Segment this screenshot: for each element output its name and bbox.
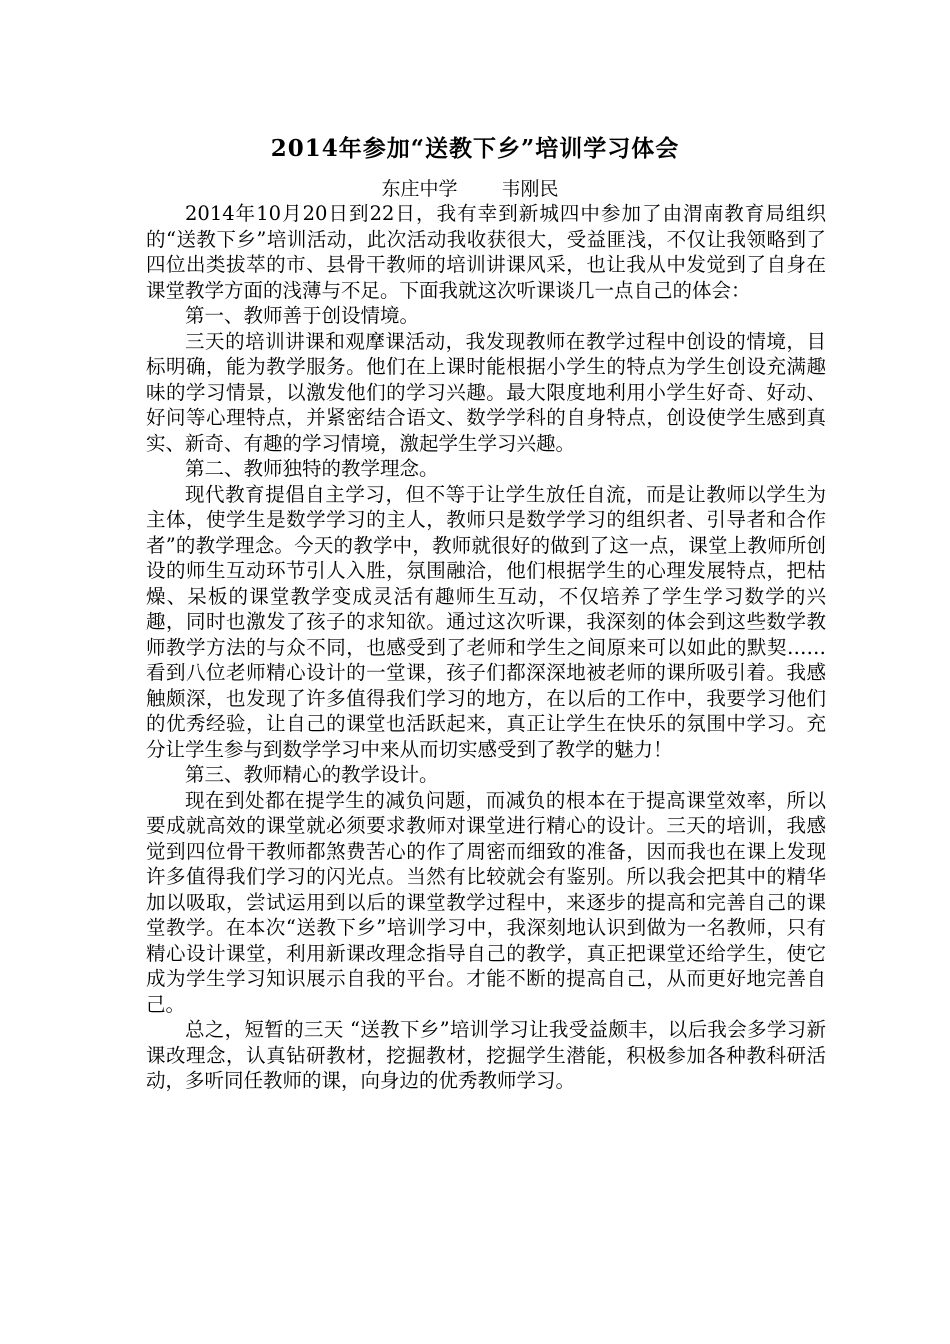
section-paragraph-3: 现在到处都在提学生的减负问题，而减负的根本在于提高课堂效率，所以要成就高效的课堂就必须要求教师对课堂进行精心的设计。三天的培训，我感觉到四位骨干教师都煞费苦心的作了周密而细致的准备，因而我也在课上发现许多值得我们学习的闪光点。当然有比较就会有鉴别。所以我会把其中的精华加以吸取，尝试运用到以后的课堂教学过程中，来逐步的提高和完善自己的课堂教学。在本次“送教下乡”培训学习中，我深刻地认识到做为一名教师，只有精心设计课堂，利用新课改理念指导自己的教学，真正把课堂还给学生，使它成为学生学习知识展示自我的平台。才能不断的提高自己，从而更好地完善自己。 [146,788,826,1016]
document-title: 2014年参加“送教下乡”培训学习体会 [270,135,680,162]
document-body [146,201,826,1094]
section-heading-2: 第二、教师独特的教学理念。 [185,457,439,480]
conclusion-paragraph: 总之，短暂的三天 “送教下乡”培训学习让我受益颇丰，以后我会多学习新课改理念，认真钻研教材，挖掘教材，挖掘学生潜能，积极参加各种教科研活动，多听同任教师的课，向身边的优秀教师学习。 [146,1018,826,1092]
section-paragraph-2: 现代教育提倡自主学习，但不等于让学生放任自流，而是让教师以学生为主体，使学生是数学学习的主人，教师只是数学学习的组织者、引导者和合作者”的教学理念。今天的教学中，教师就很好的做到了这一点，课堂上教师所创设的师生互动环节引人入胜，氛围融洽，他们根据学生的心理发展特点，把枯燥、呆板的课堂教学变成灵活有趣师生互动，不仅培养了学生学习数学的兴趣，同时也激发了孩子的求知欲。通过这次听课，我深刻的体会到这些数学教师教学方法的与众不同，也感受到了老师和学生之间原来可以如此的默契……看到八位老师精心设计的一堂课，孩子们都深深地被老师的课所吸引着。我感触颇深，也发现了许多值得我们学习的地方，在以后的工作中，我要学习他们的优秀经验，让自己的课堂也活跃起来，真正让学生在快乐的氛围中学习。充分让学生参与到数学学习中来从而切实感受到了教学的魅力！ [146,482,826,761]
intro-paragraph: 2014年10月20日到22日，我有幸到新城四中参加了由渭南教育局组织的“送教下乡”培训活动，此次活动我收获很大，受益匪浅，不仅让我领略到了四位出类拔萃的市、县骨干教师的培训讲课风采，也让我从中发觉到了自身在课堂教学方面的浅薄与不足。下面我就这次听课谈几一点自己的体会： [146,202,826,302]
section-heading-3: 第三、教师精心的教学设计。 [185,763,439,786]
section-heading-1: 第一、教师善于创设情境。 [185,304,420,327]
section-paragraph-1: 三天的培训讲课和观摩课活动，我发现教师在教学过程中创设的情境，目标明确，能为教学服务。他们在上课时能根据小学生的特点为学生创设充满趣味的学习情景，以激发他们的学习兴趣。最大限度地利用小学生好奇、好动、好问等心理特点，并紧密结合语文、数学学科的自身特点，创设使学生感到真实、新奇、有趣的学习情境，激起学生学习兴趣。 [146,329,826,455]
byline-school: 东庄中学 [381,178,458,200]
byline-author: 韦刚民 [501,178,559,200]
byline [0,176,940,202]
